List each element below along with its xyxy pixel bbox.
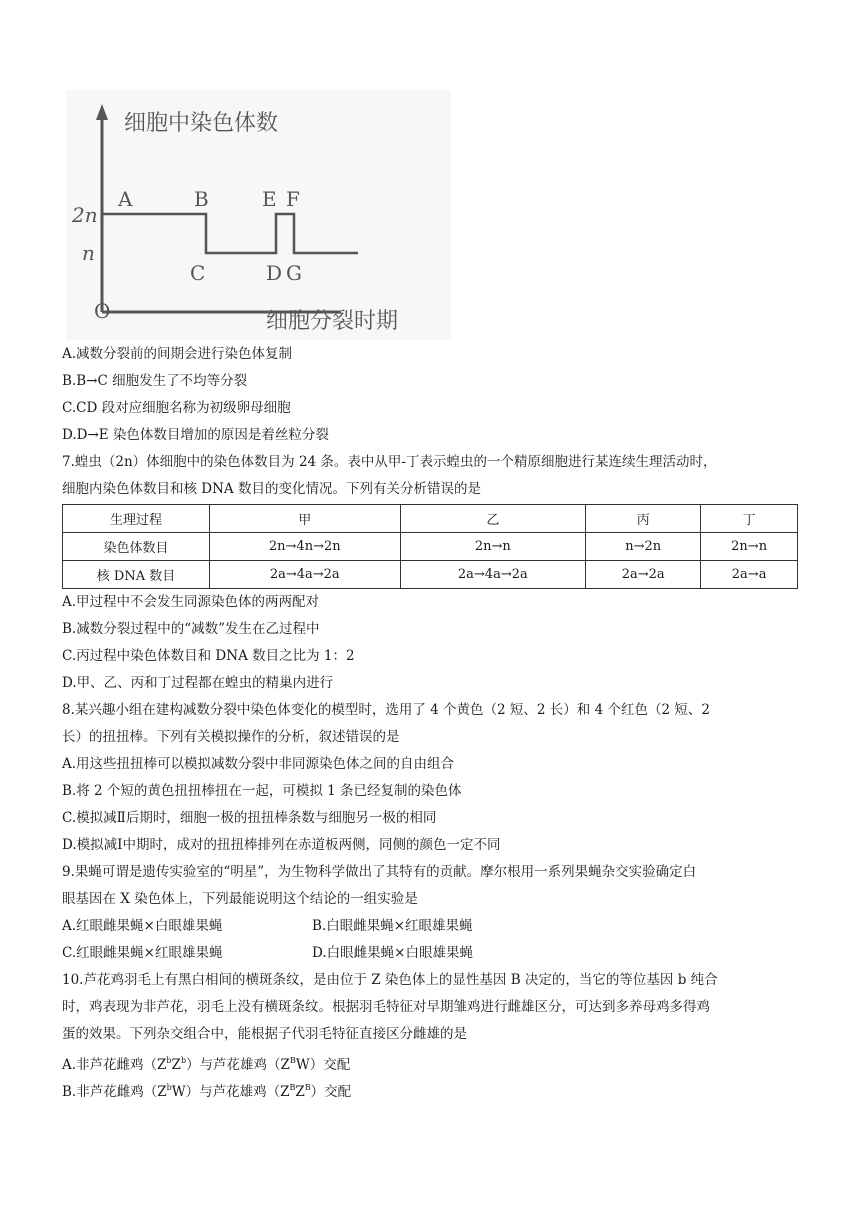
q7-stem-line2: 细胞内染色体数目和核 DNA 数目的变化情况。下列有关分析错误的是 [62, 481, 481, 497]
q7-option-d: D.甲、乙、丙和丁过程都在蝗虫的精巢内进行 [62, 675, 334, 691]
table-row [63, 533, 798, 561]
q8-option-b: B.将 2 个短的黄色扭扭棒扭在一起，可模拟 1 条已经复制的染色体 [62, 783, 462, 799]
q7-data-table [62, 504, 798, 589]
x-axis-label: 细胞分裂时期 [266, 309, 399, 334]
table-cell: 2n→n [701, 533, 798, 561]
superscript: B [289, 1056, 296, 1065]
q10-stem-line3: 蛋的效果。下列杂交组合中，能根据子代羽毛特征直接区分雌雄的是 [62, 1026, 467, 1042]
table-header-cell: 乙 [400, 505, 586, 533]
point-label-d: D [266, 261, 283, 285]
superscript: b [166, 1056, 172, 1065]
table-header-cell: 生理过程 [63, 505, 210, 533]
q10-option-b-text: B.非芦花雌鸡（Z [62, 1084, 167, 1100]
q7-option-a: A.甲过程中不会发生同源染色体的两两配对 [62, 594, 320, 610]
table-cell: 2n→n [400, 533, 586, 561]
point-label-b: B [194, 187, 209, 211]
chromosome-number-graph [66, 90, 451, 340]
q8-option-a: A.用这些扭扭棒可以模拟减数分裂中非同源染色体之间的自由组合 [62, 756, 455, 772]
y-axis-label: 细胞中染色体数 [124, 111, 279, 136]
q8-option-d: D.模拟减Ⅰ中期时，成对的扭扭棒排列在赤道板两侧，同侧的颜色一定不同 [62, 837, 501, 853]
q10-option-b-text: ）交配 [310, 1084, 352, 1100]
q7-option-c: C.丙过程中染色体数目和 DNA 数目之比为 1：2 [62, 648, 355, 664]
q9-option-b: B.白眼雌果蝇×红眼雄果蝇 [312, 918, 473, 934]
q7-stem-line1: 7.蝗虫（2n）体细胞中的染色体数目为 24 条。表中从甲-丁表示蝗虫的一个精原细胞进行某连续生理活动时， [62, 454, 717, 470]
origin-label: O [94, 299, 111, 323]
superscript: b [166, 1083, 172, 1092]
q10-option-b-text: Z [295, 1084, 305, 1100]
table-cell: 2a→4a→2a [210, 561, 401, 589]
q10-option-b [62, 1078, 351, 1102]
table-header-row [63, 505, 798, 533]
table-cell: 2n→4n→2n [210, 533, 401, 561]
q10-option-b-text: W）与芦花雄鸡（Z [171, 1084, 290, 1100]
table-row [63, 561, 798, 589]
q9-option-d: D.白眼雌果蝇×白眼雄果蝇 [312, 945, 473, 961]
point-label-f: F [286, 187, 300, 211]
point-label-g: G [286, 261, 302, 285]
table-cell: 染色体数目 [63, 533, 210, 561]
y-tick-n: n [82, 241, 95, 265]
q7-option-b: B.减数分裂过程中的“减数”发生在乙过程中 [62, 621, 320, 637]
superscript: B [289, 1083, 296, 1092]
q9-option-c: C.红眼雌果蝇×红眼雄果蝇 [62, 945, 223, 961]
q9-stem-line2: 眼基因在 X 染色体上，下列最能说明这个结论的一组实验是 [62, 891, 418, 907]
q10-stem-line1: 10.芦花鸡羽毛上有黑白相间的横斑条纹，是由位于 Z 染色体上的显性基因 B 决定的，当它的等位基因 b 纯合 [62, 972, 718, 988]
point-label-c: C [190, 261, 206, 285]
table-cell: 2a→4a→2a [400, 561, 586, 589]
q8-stem-line2: 长）的扭扭棒。下列有关模拟操作的分析，叙述错误的是 [62, 729, 400, 745]
superscript: B [304, 1083, 311, 1092]
point-label-a: A [118, 187, 133, 211]
q10-option-a [62, 1051, 350, 1075]
table-cell: 核 DNA 数目 [63, 561, 210, 589]
q10-option-a-text: A.非芦花雌鸡（Z [62, 1057, 167, 1073]
table-header-cell: 丁 [701, 505, 798, 533]
q10-option-a-text: ）与芦花雄鸡（Z [186, 1057, 290, 1073]
superscript: b [180, 1056, 187, 1065]
q6-option-b: B.B→C 细胞发生了不均等分裂 [62, 373, 248, 389]
q8-stem-line1: 8.某兴趣小组在建构减数分裂中染色体变化的模型时，选用了 4 个黄色（2 短、2 长）和 4 个红色（2 短、2 [62, 702, 710, 718]
point-label-e: E [262, 187, 277, 211]
table-header-cell: 丙 [586, 505, 701, 533]
q10-option-a-text: Z [171, 1057, 181, 1073]
table-cell: n→2n [586, 533, 701, 561]
table-cell: 2a→a [701, 561, 798, 589]
q6-option-c: C.CD 段对应细胞名称为初级卵母细胞 [62, 400, 291, 416]
y-tick-2n: 2n [72, 203, 98, 227]
table-header-cell: 甲 [210, 505, 401, 533]
q6-option-a: A.减数分裂前的间期会进行染色体复制 [62, 346, 293, 362]
table-cell: 2a→2a [586, 561, 701, 589]
q8-option-c: C.模拟减Ⅱ后期时，细胞一极的扭扭棒条数与细胞另一极的相同 [62, 810, 437, 826]
q9-stem-line1: 9.果蝇可谓是遗传实验室的“明星”，为生物科学做出了其特有的贡献。摩尔根用一系列果蝇杂交实验确定白 [62, 864, 697, 880]
q10-stem-line2: 时，鸡表现为非芦花，羽毛上没有横斑条纹。根据羽毛特征对早期雏鸡进行雌雄区分，可达到多养母鸡多得鸡 [62, 999, 710, 1015]
q9-option-a: A.红眼雌果蝇×白眼雄果蝇 [62, 918, 223, 934]
q10-option-a-text: W）交配 [295, 1057, 351, 1073]
q6-option-d: D.D→E 染色体数目增加的原因是着丝粒分裂 [62, 427, 329, 443]
